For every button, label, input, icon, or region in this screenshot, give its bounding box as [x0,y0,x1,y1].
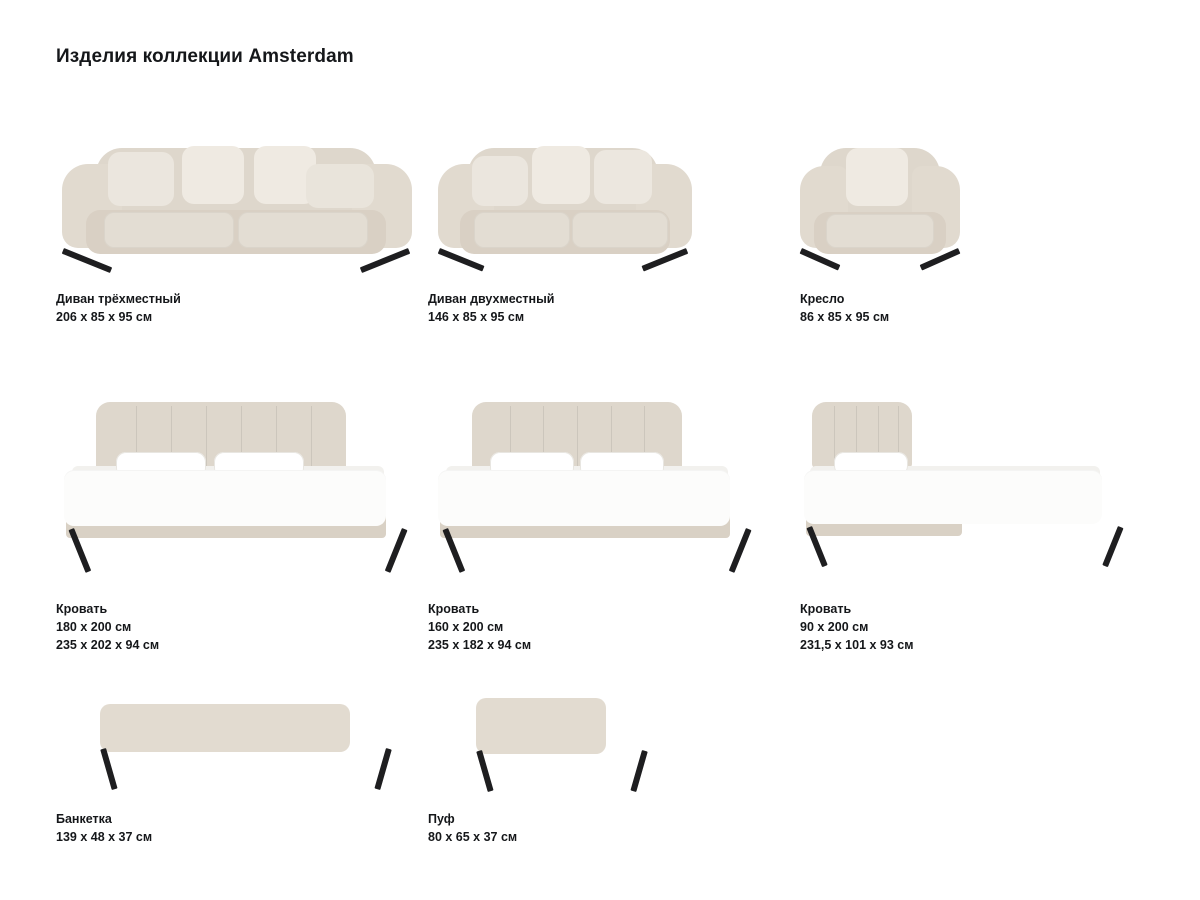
product-name: Кровать [428,602,480,616]
product-card-bench[interactable] [56,670,404,870]
bench-icon [56,670,404,800]
product-dimension-1: 90 x 200 см [800,620,869,634]
product-grid [56,120,1146,870]
product-dimension-2: 235 x 182 x 94 см [428,638,532,652]
product-dimension-1: 160 x 200 см [428,620,504,634]
product-row-benches [56,670,1146,870]
three-seat-sofa-icon [56,120,404,280]
product-caption [56,600,404,654]
product-card-bed-160[interactable] [428,370,776,670]
product-caption [56,290,404,326]
page-title: Изделия коллекции Amsterdam [56,46,354,67]
product-name: Кровать [56,602,108,616]
product-name: Пуф [428,812,455,826]
product-name: Кровать [800,602,852,616]
product-dimension-1: 80 x 65 x 37 см [428,830,518,844]
single-bed-icon [800,370,1148,590]
armchair-icon [800,120,1148,280]
product-name: Кресло [800,292,845,306]
product-card-sofa-2[interactable] [428,120,776,370]
product-card-empty [800,670,1146,870]
product-card-bed-90[interactable] [800,370,1148,670]
product-dimension-1: 139 x 48 x 37 см [56,830,153,844]
product-caption [800,290,1148,326]
product-name: Диван трёхместный [56,292,181,306]
product-dimension-1: 180 x 200 см [56,620,132,634]
product-dimension-1: 146 x 85 x 95 см [428,310,525,324]
product-caption [56,810,404,846]
product-caption [428,810,776,846]
product-dimension-1: 206 x 85 x 95 см [56,310,153,324]
bed-icon [428,370,776,590]
product-row-beds [56,370,1146,670]
product-card-bed-180[interactable] [56,370,404,670]
bed-icon [56,370,404,590]
two-seat-sofa-icon [428,120,776,280]
product-caption [428,600,776,654]
pouf-icon [428,670,776,800]
product-card-armchair[interactable] [800,120,1148,370]
product-caption [428,290,776,326]
product-name: Диван двухместный [428,292,555,306]
product-dimension-1: 86 x 85 x 95 см [800,310,890,324]
product-card-pouf[interactable] [428,670,776,870]
product-dimension-2: 231,5 x 101 x 93 см [800,638,914,652]
product-name: Банкетка [56,812,112,826]
product-caption [800,600,1148,654]
product-card-sofa-3[interactable] [56,120,404,370]
product-row-seating [56,120,1146,370]
product-dimension-2: 235 x 202 x 94 см [56,638,160,652]
